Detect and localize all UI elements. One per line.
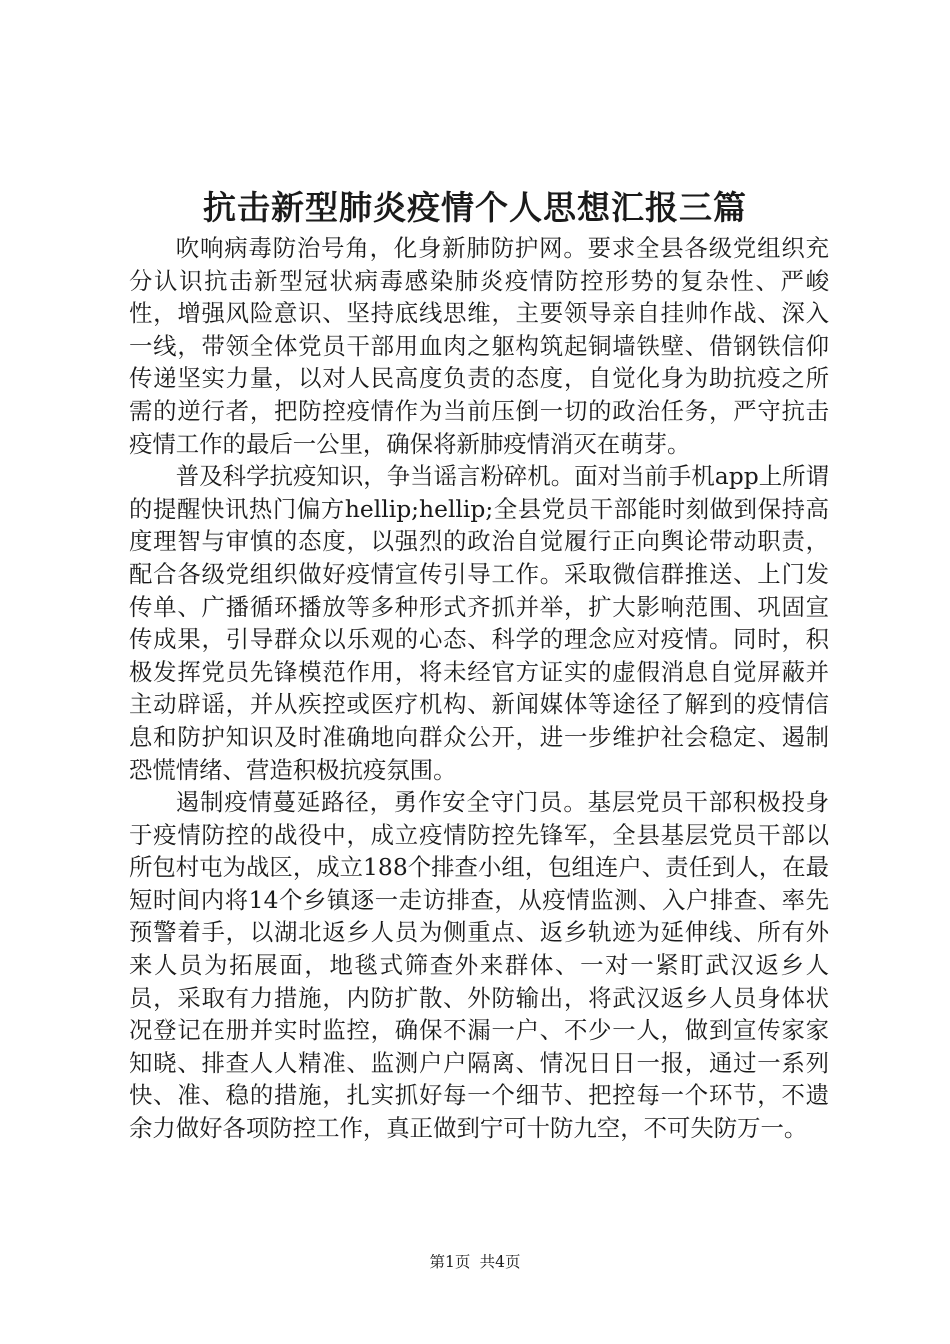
document-body <box>129 232 829 1145</box>
body-paragraph: 普及科学抗疫知识，争当谣言粉碎机。面对当前手机app上所谓的提醒快讯热门偏方hellip;hellip;全县党员干部能时刻做到保持高度理智与审慎的态度，以强烈的政治自觉履行正向舆论带动职责，配合各级党组织做好疫情宣传引导工作。采取微信群推送、上门发传单、广播循环播放等多种形式齐抓并举，扩大影响范围、巩固宣传成果，引导群众以乐观的心态、科学的理念应对疫情。同时，积极发挥党员先锋模范作用，将未经官方证实的虚假消息自觉屏蔽并主动辟谣，并从疾控或医疗机构、新闻媒体等途径了解到的疫情信息和防护知识及时准确地向群众公开，进一步维护社会稳定、遏制恐慌情绪、营造积极抗疫氛围。 <box>129 462 829 784</box>
body-paragraph: 遏制疫情蔓延路径，勇作安全守门员。基层党员干部积极投身于疫情防控的战役中，成立疫情防控先锋军，全县基层党员干部以所包村屯为战区，成立188个排查小组，包组连户、责任到人，在最短时间内将14个乡镇逐一走访排查，从疫情监测、入户排查、率先预警着手，以湖北返乡人员为侧重点、返乡轨迹为延伸线、所有外来人员为拓展面，地毯式筛查外来群体、一对一紧盯武汉返乡人员，采取有力措施，内防扩散、外防输出，将武汉返乡人员身体状况登记在册并实时监控，确保不漏一户、不少一人，做到宣传家家知晓、排查人人精准、监测户户隔离、情况日日一报，通过一系列快、准、稳的措施，扎实抓好每一个细节、把控每一个环节，不遗余力做好各项防控工作，真正做到宁可十防九空，不可失防万一。 <box>129 788 829 1143</box>
body-paragraph: 吹响病毒防治号角，化身新肺防护网。要求全县各级党组织充分认识抗击新型冠状病毒感染肺炎疫情防控形势的复杂性、严峻性，增强风险意识、坚持底线思维，主要领导亲自挂帅作战、深入一线，带领全体党员干部用血肉之躯构筑起铜墙铁壁、借钢铁信仰传递坚实力量，以对人民高度负责的态度，自觉化身为助抗疫之所需的逆行者，把防控疫情作为当前压倒一切的政治任务，严守抗击疫情工作的最后一公里，确保将新肺疫情消灭在萌芽。 <box>129 234 829 458</box>
page-number-total: 共4页 <box>479 1253 521 1271</box>
page-footer <box>0 1252 950 1272</box>
page-number-current: 第1页 <box>429 1253 471 1271</box>
document-title: 抗击新型肺炎疫情个人思想汇报三篇 <box>203 188 747 227</box>
